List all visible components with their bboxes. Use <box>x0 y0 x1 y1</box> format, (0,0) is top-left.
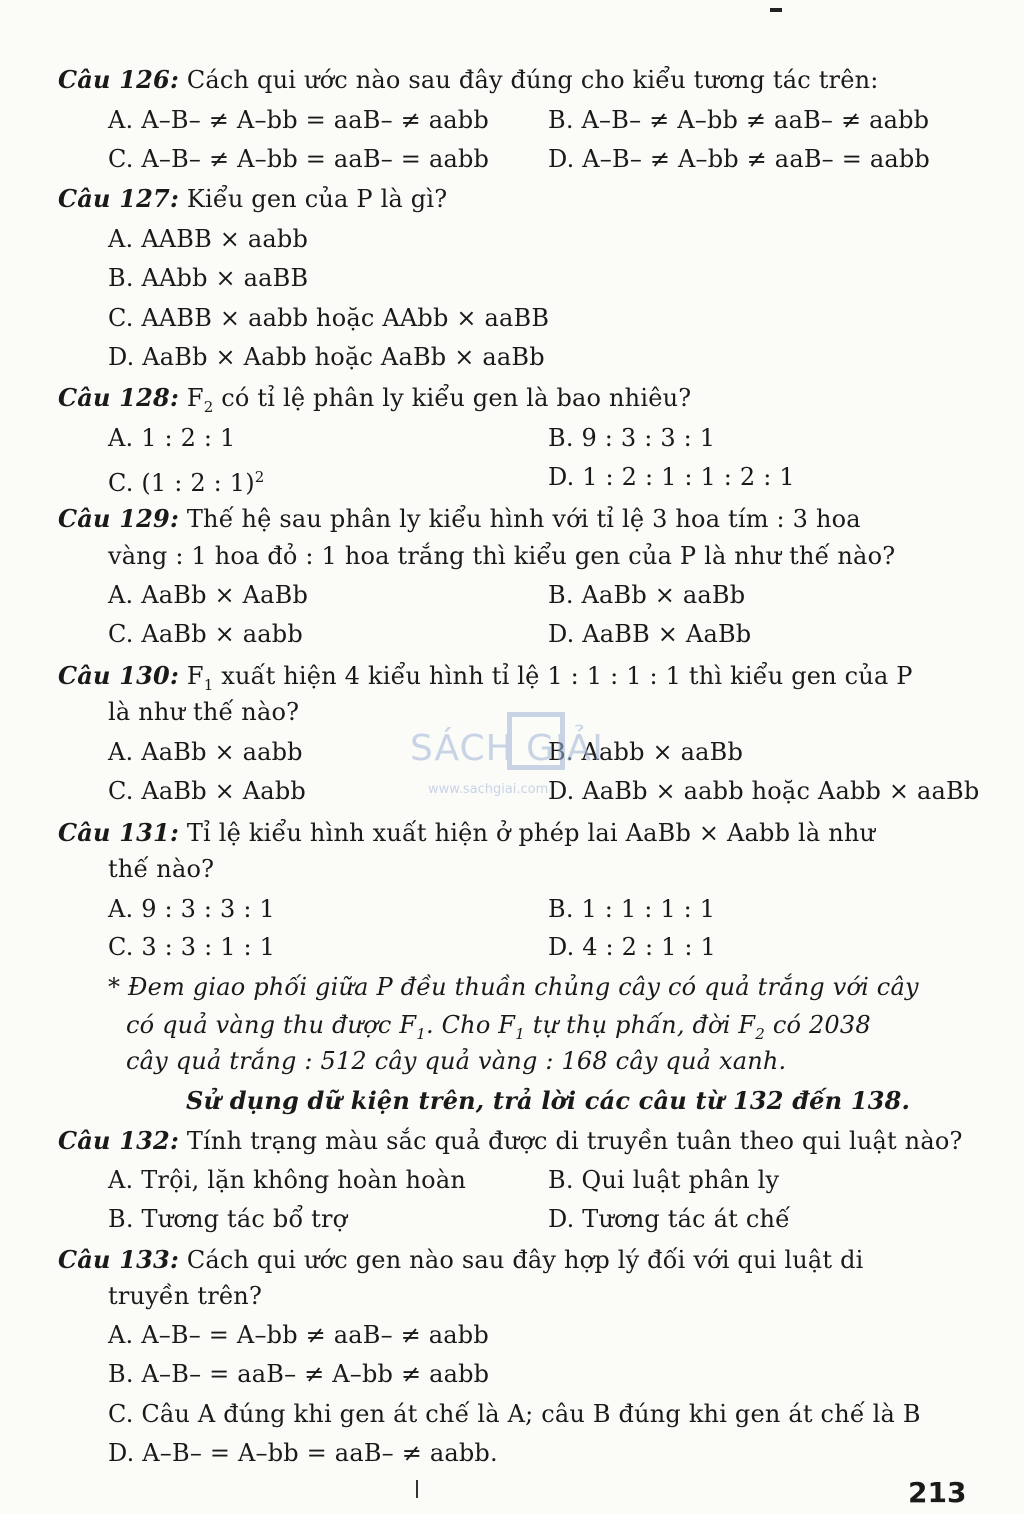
text-span: Cách qui ước nào sau đây đúng cho kiểu tương tác trên: <box>179 66 879 94</box>
text-span: 1 <box>203 675 214 694</box>
option-a <box>108 105 489 135</box>
text-span: Tính trạng màu sắc quả được di truyền tuân theo qui luật nào? <box>179 1127 963 1155</box>
text-span: C. AABB × aabb hoặc AAbb × aaBB <box>108 304 550 332</box>
question-129-stem <box>58 504 861 534</box>
question-label: Câu 126: <box>58 65 180 94</box>
option-a <box>108 894 275 924</box>
option-b <box>108 263 308 293</box>
question-label: Câu 132: <box>58 1126 180 1155</box>
data-note-cont <box>126 1010 871 1049</box>
text-span: . Cho F <box>425 1011 516 1039</box>
text-span: 2 <box>203 397 214 416</box>
question-133-stem <box>58 1245 864 1275</box>
text-span: D. AaBB × AaBb <box>548 620 752 648</box>
question-130-stem <box>58 661 913 700</box>
option-c <box>108 1399 921 1429</box>
question-label: Câu 127: <box>58 184 180 213</box>
text-span: là như thế nào? <box>108 698 300 726</box>
text-span: Kiểu gen của P là gì? <box>179 185 448 213</box>
text-span: D. AaBb × aabb hoặc Aabb × aaBb <box>548 777 980 805</box>
text-span: B. Aabb × aaBb <box>548 738 744 766</box>
text-span: truyền trên? <box>108 1282 263 1310</box>
text-span: B. 9 : 3 : 3 : 1 <box>548 424 716 452</box>
text-span: có tỉ lệ phân ly kiểu gen là bao nhiêu? <box>213 384 692 412</box>
text-span: xuất hiện 4 kiểu hình tỉ lệ 1 : 1 : 1 : 1 thì kiểu gen của P <box>213 662 913 690</box>
text-span: 2 <box>755 1024 766 1043</box>
text-span: Sử dụng dữ kiện trên, trả lời các câu từ 132 đến 138. <box>186 1086 911 1115</box>
option-c <box>108 619 303 649</box>
watermark <box>410 712 650 802</box>
text-span: tự thụ phấn, đời F <box>524 1011 756 1039</box>
question-129-stem-cont <box>108 541 895 571</box>
question-label: Câu 133: <box>58 1245 180 1274</box>
option-a <box>108 423 236 453</box>
question-131-stem <box>58 818 875 848</box>
text-span: A. AABB × aabb <box>108 225 309 253</box>
text-span: Tỉ lệ kiểu hình xuất hiện ở phép lai AaBb × Aabb là như <box>179 819 876 847</box>
option-c <box>108 1204 347 1234</box>
ink-mark <box>770 8 782 12</box>
option-c <box>108 932 275 962</box>
option-b <box>548 894 715 924</box>
question-130-stem-cont <box>108 697 299 727</box>
text-span: A. 1 : 2 : 1 <box>108 424 236 452</box>
text-span: B. AaBb × aaBb <box>548 581 746 609</box>
watermark-brand: SÁCH GIẢI <box>410 728 604 769</box>
text-span: 2 <box>254 468 265 486</box>
text-span: A. A–B– ≠ A–bb = aaB– ≠ aabb <box>108 106 489 134</box>
option-b <box>108 1359 489 1389</box>
text-span: B. Qui luật phân ly <box>548 1166 780 1194</box>
option-c <box>108 303 549 333</box>
text-span: C. A–B– ≠ A–bb = aaB– = aabb <box>108 145 490 173</box>
option-d <box>548 1204 790 1234</box>
question-128-stem <box>58 383 691 422</box>
text-span: thế nào? <box>108 855 215 883</box>
option-d <box>548 144 930 174</box>
text-span: D. Tương tác át chế <box>548 1205 791 1233</box>
text-span: B. A–B– ≠ A–bb ≠ aaB– ≠ aabb <box>548 106 930 134</box>
option-a <box>108 224 308 254</box>
data-note-cont <box>126 1046 786 1076</box>
text-span: B. A–B– = aaB– ≠ A–bb ≠ aabb <box>108 1360 490 1388</box>
question-label: Câu 128: <box>58 383 180 412</box>
option-b <box>548 1165 779 1195</box>
option-d <box>108 342 545 372</box>
text-span: C. Câu A đúng khi gen át chế là A; câu B đúng khi gen át chế là B <box>108 1400 921 1428</box>
text-span: B. 1 : 1 : 1 : 1 <box>548 895 716 923</box>
option-d <box>108 1438 498 1468</box>
text-span: C. AaBb × aabb <box>108 620 303 648</box>
text-span: A. A–B– = A–bb ≠ aaB– ≠ aabb <box>108 1321 489 1349</box>
text-span: D. 4 : 2 : 1 : 1 <box>548 933 716 961</box>
option-d <box>548 619 751 649</box>
question-131-stem-cont <box>108 854 214 884</box>
option-d <box>548 462 795 492</box>
text-span: cây quả trắng : 512 cây quả vàng : 168 cây quả xanh. <box>126 1047 787 1075</box>
text-span: 1 <box>416 1024 426 1043</box>
watermark-url: www.sachgiai.com <box>428 782 549 797</box>
text-span: B. Tương tác bổ trợ <box>108 1205 348 1233</box>
text-span: A. 9 : 3 : 3 : 1 <box>108 895 275 923</box>
text-span: có 2038 <box>765 1011 871 1039</box>
text-span: D. 1 : 2 : 1 : 1 : 2 : 1 <box>548 463 795 491</box>
text-span: 1 <box>515 1024 525 1043</box>
ink-mark <box>416 1480 418 1498</box>
option-d <box>548 932 716 962</box>
question-127-stem <box>58 184 447 214</box>
text-span: A. AaBb × AaBb <box>108 581 309 609</box>
option-c <box>108 144 489 174</box>
option-a <box>108 1165 466 1195</box>
text-span: B. AAbb × aaBB <box>108 264 309 292</box>
text-span: Cách qui ước gen nào sau đây hợp lý đối với qui luật di <box>179 1246 864 1274</box>
question-label: Câu 130: <box>58 661 180 690</box>
question-133-stem-cont <box>108 1281 262 1311</box>
text-span: C. AaBb × Aabb <box>108 777 306 805</box>
question-label: Câu 131: <box>58 818 180 847</box>
question-label: Câu 129: <box>58 504 180 533</box>
data-note <box>108 972 919 1002</box>
option-a <box>108 1320 489 1350</box>
page-number: 213 <box>908 1476 967 1509</box>
option-a <box>108 580 308 610</box>
option-b <box>548 580 745 610</box>
text-span: D. A–B– = A–bb = aaB– ≠ aabb. <box>108 1439 498 1467</box>
text-span: A. Trội, lặn không hoàn hoàn <box>108 1166 466 1194</box>
option-c <box>108 776 306 806</box>
text-span: * Đem giao phối giữa P đều thuần chủng cây có quả trắng với cây <box>108 973 919 1001</box>
text-span: vàng : 1 hoa đỏ : 1 hoa trắng thì kiểu gen của P là như thế nào? <box>108 542 896 570</box>
text-span: F <box>179 662 204 690</box>
data-instruction <box>186 1086 910 1116</box>
question-126-stem <box>58 65 879 95</box>
option-a <box>108 737 303 767</box>
text-span: D. AaBb × Aabb hoặc AaBb × aaBb <box>108 343 545 371</box>
text-span: A. AaBb × aabb <box>108 738 303 766</box>
text-span: F <box>179 384 204 412</box>
text-span: D. A–B– ≠ A–bb ≠ aaB– = aabb <box>548 145 930 173</box>
question-132-stem <box>58 1126 963 1156</box>
text-span: có quả vàng thu được F <box>126 1011 417 1039</box>
text-span: C. (1 : 2 : 1) <box>108 469 255 497</box>
option-b <box>548 423 715 453</box>
text-span: C. 3 : 3 : 1 : 1 <box>108 933 276 961</box>
text-span: Thế hệ sau phân ly kiểu hình với tỉ lệ 3 hoa tím : 3 hoa <box>179 505 861 533</box>
option-c <box>108 462 265 498</box>
option-b <box>548 105 929 135</box>
